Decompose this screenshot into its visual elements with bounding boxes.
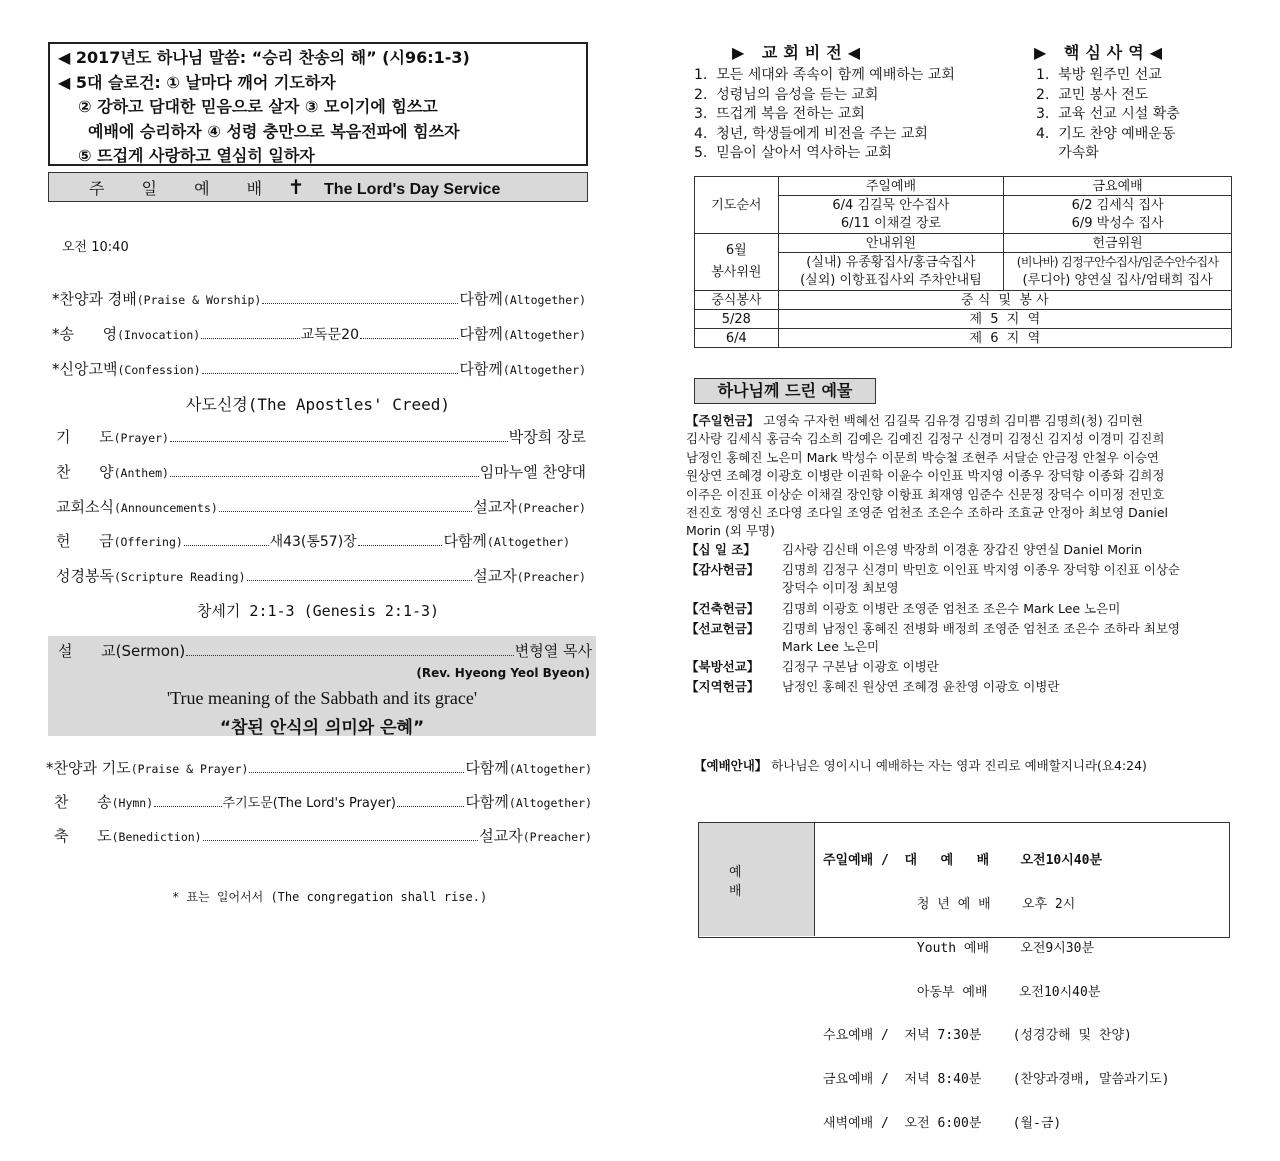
offering-tithe: 【십 일 조】 김사랑 김신태 이은영 박장희 이경훈 장갑진 양연실 Daniel Morin [686,542,1143,557]
lunch-date: 5/28 [695,310,779,329]
list-item: 1. 북방 원주민 선교 [1036,67,1162,83]
motto-line-3: ② 강하고 담대한 믿음으로 살자 ③ 모이기에 힘쓰고 [78,97,438,116]
offering-committee-label: 헌금위원 [1004,234,1232,253]
sermon-box [48,636,596,736]
motto-line-4: 예배에 승리하자 ④ 성령 충만으로 복음전파에 힘쓰자 [88,121,460,141]
offering-building: 【건축헌금】 김명희 이광호 이병란 조영준 엄천조 조은수 Mark Lee 노은미 [686,601,1121,616]
sunday-prayer-2: 6/11 이채걸 장로 [778,215,1004,234]
service-header [48,172,588,202]
order-item-anthem: 찬 양 (Anthem) 임마누엘 찬양대 [56,463,586,481]
lunch-region: 제 5 지 역 [778,310,1231,329]
service-committee-label: 6월 봉사위원 [695,234,779,291]
order-item-hymn: 찬 송 (Hymn) 주기도문(The Lord's Prayer) 다함께(Altogether) [54,793,592,811]
list-item: 가속화 [1036,145,1099,161]
core-list [1036,66,1180,164]
schedule-line: 청 년 예 배 오후 2시 [823,896,1076,912]
list-item: 2. 성령님의 음성을 듣는 교회 [694,86,879,103]
order-item-praise-prayer: *찬양과 기도 (Praise & Prayer) 다함께(Altogether) [46,759,592,777]
list-item: 4. 청년, 학생들에게 비전을 주는 교회 [694,125,928,142]
lunch-date: 6/4 [695,329,779,348]
order-item-praise: *찬양과 경배 (Praise & Worship) 다함께(Altogether) [52,290,586,308]
service-header-ko: 주 일 예 배 [89,179,279,198]
schedule-line: 금요예배 / 저녁 8:40분 (찬양과경배, 말씀과기도) [823,1072,1170,1088]
list-item: 1. 모든 세대와 족속이 함께 예배하는 교회 [694,67,955,83]
schedule-line: 주일예배 / 대 예 배 오전10시40분 [823,853,1103,869]
order-item-confession: *신앙고백 (Confession) 다함께(Altogether) [52,360,586,378]
offering-region: 【지역헌금】 남정인 홍혜진 원상연 조혜경 윤찬영 이광호 이병란 [686,679,1060,694]
list-item: 2. 교민 봉사 전도 [1036,86,1149,103]
schedule-label: 예 배 [699,823,815,936]
core-title: ▶ 핵심사역◀ [1034,43,1169,62]
guide-committee-label: 안내위원 [778,234,1004,253]
prayer-order-label: 기도순서 [695,177,779,234]
service-header-en: The Lord's Day Service [324,181,501,198]
offering-lydia: (루디아) 양연실 집사/엄태희 집사 [1004,272,1232,291]
service-time: 오전 10:40 [62,240,129,255]
motto-line-2: ◀ 5대 슬로건: ① 날마다 깨어 기도하자 [58,72,336,92]
duty-table [694,176,1232,348]
order-item-announcements: 교회소식 (Announcements) 설교자(Preacher) [56,498,586,516]
offering-thanks: 【감사헌금】 김명희 김정구 신경미 박민호 이인표 박지영 이종우 장덕향 이진표 이상순 장덕수 이미정 최보영 [686,562,1181,596]
schedule-line: 아동부 예배 오전10시40분 [823,984,1101,1000]
lunch-region: 제 6 지 역 [778,329,1231,348]
vision-title: ▶ 교회비전◀ [732,43,867,62]
creed-line: 사도신경(The Apostles' Creed) [185,395,451,414]
list-item: 5. 믿음이 살아서 역사하는 교회 [694,145,892,161]
schedule-lines [823,825,1170,1161]
scripture-reference: 창세기 2:1-3 (Genesis 2:1-3) [196,602,440,620]
lunch-label: 중식봉사 [695,291,779,310]
offering-title: 하나님께 드린 예물 [694,378,876,404]
friday-prayer-1: 6/2 김세식 집사 [1004,196,1232,215]
guide-indoor: (실내) 유종황집사/홍금숙집사 [778,253,1004,272]
order-item-scripture: 성경봉독 (Scripture Reading) 설교자(Preacher) [56,567,586,585]
schedule-line: Youth 예배 오전9시30분 [823,940,1095,956]
sermon-title-en: 'True meaning of the Sabbath and its grace' [166,688,478,708]
worship-guide: 【예배안내】 하나님은 영이시니 예배하는 자는 영과 진리로 예배할지니라(요4:24) [694,758,1147,773]
order-item-invocation: *송 영 (Invocation) 교독문20 다함께(Altogether) [52,325,586,343]
list-item: 3. 뜨겁게 복음 전하는 교회 [694,106,865,122]
sermon-row: 설 교 (Sermon) 변형열 목사 [58,642,592,660]
motto-line-5: ⑤ 뜨겁게 사랑하고 열심히 일하자 [78,146,315,165]
offering-sunday: 【주일헌금】 고영숙 구자헌 백혜선 김길묵 김유경 김명희 김미쁨 김명희(청) 김미현 김사랑 김세식 홍금숙 김소희 김예은 김예진 김정구 신경미 김정신 김지성 이경미 김진희 남정인 홍혜진 노은미 Mark 박성수 이문희 박승철 조현주 서달순 안금정 안철우 이승연 원상연 조혜경 이광호 이병란 이권학 이윤수 이인표 박지영 이종우 장덕향 이종화 김희정 이주은 이진표 이상순 이채걸 장인향 이항표 최재영 임준수 신문정 장덕수 이미정 전민호 전진호 정영신 조다영 조다일 조영준 엄천조 조은수 조하라 조효균 안정아 최보영 Daniel Morin (외 무명) [686,413,1169,539]
schedule-line: 수요예배 / 저녁 7:30분 (성경강해 및 찬양) [823,1028,1132,1044]
sermon-preacher-en: (Rev. Hyeong Yeol Byeon) [416,666,590,680]
offering-north: 【북방선교】 김정구 구본남 이광호 이병란 [686,659,939,674]
sunday-service-label: 주일예배 [778,177,1004,196]
schedule-line: 새벽예배 / 오전 6:00분 (월-금) [823,1115,1062,1131]
friday-prayer-2: 6/9 박성수 집사 [1004,215,1232,234]
motto-line-1: ◀ 2017년도 하나님 말씀: “승리 찬송의 해” (시96:1-3) [58,48,470,67]
vision-list [694,66,955,164]
friday-service-label: 금요예배 [1004,177,1232,196]
list-item: 3. 교육 선교 시설 확충 [1036,106,1180,122]
offering-mission: 【선교헌금】 김명희 남정인 홍혜진 전병화 배정희 조영준 엄천조 조은수 조하라 최보영 Mark Lee 노은미 [686,621,1181,655]
rise-note: * 표는 일어서서 (The congregation shall rise.) [172,890,488,904]
offering-barnabas: (비나바) 김정구안수집사/임준수안수집사 [1004,253,1232,272]
order-item-offering: 헌 금 (Offering) 새43(통57)장 다함께(Altogether) [56,532,571,550]
cross-icon: ✝ [287,175,305,199]
guide-outdoor: (실외) 이항표집사외 주차안내팀 [778,272,1004,291]
motto-box [48,42,588,166]
sermon-title-ko: “참된 안식의 의미와 은혜” [219,718,425,738]
lunch-header: 중 식 및 봉 사 [778,291,1231,310]
list-item: 4. 기도 찬양 예배운동 [1036,125,1176,142]
order-item-benediction: 축 도 (Benediction) 설교자(Preacher) [54,827,592,845]
sunday-prayer-1: 6/4 김길묵 안수집사 [778,196,1004,215]
worship-schedule [698,822,1230,1131]
order-item-prayer: 기 도 (Prayer) 박장희 장로 [56,428,586,446]
